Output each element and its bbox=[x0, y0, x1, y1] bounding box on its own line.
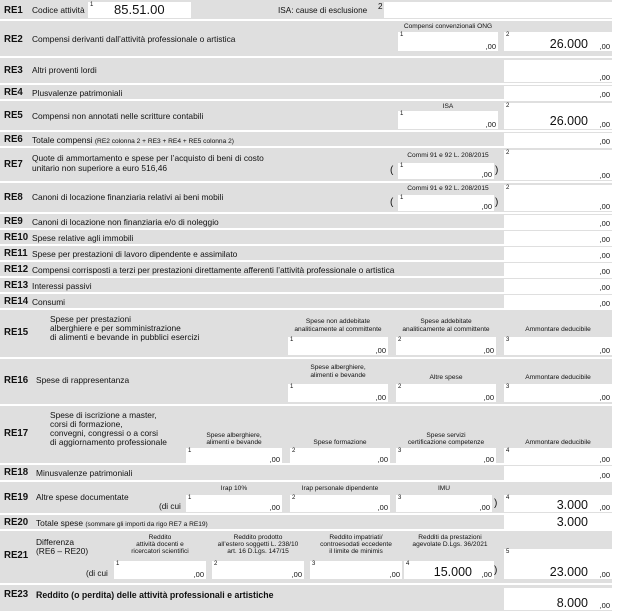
field-index: 2 bbox=[506, 103, 510, 109]
row-label-line1: Spese di iscrizione a master, bbox=[50, 410, 157, 420]
column-header: Reddito prodotto bbox=[233, 534, 283, 541]
row-label: Compensi non annotati nelle scritture contabili bbox=[32, 111, 204, 121]
total-compensation-field[interactable] bbox=[504, 133, 612, 146]
row-label-line1: Spese per prestazioni bbox=[50, 314, 132, 324]
ong-compensation-field[interactable] bbox=[398, 32, 498, 51]
row-label: Canoni di locazione non finanziaria e/o di noleggio bbox=[32, 217, 219, 227]
course-hotel-field[interactable] bbox=[186, 448, 282, 464]
column-header: Spese non addebitate bbox=[305, 318, 371, 325]
row-re13 bbox=[0, 278, 612, 293]
property-expenses-field[interactable] bbox=[504, 231, 612, 244]
row-re3 bbox=[0, 58, 612, 84]
commi-91-92-field[interactable] bbox=[398, 195, 494, 211]
row-label: Interessi passivi bbox=[32, 281, 92, 291]
row-label: Plusvalenze patrimoniali bbox=[32, 88, 123, 98]
row-re18 bbox=[0, 465, 612, 481]
irap-10-field[interactable] bbox=[186, 495, 282, 512]
row-code: RE15 bbox=[4, 326, 29, 338]
financial-leasing-field[interactable] bbox=[504, 185, 612, 211]
isa-exclusion-label: ISA: cause di esclusione bbox=[278, 6, 368, 15]
column-header: Compensi convenzionali ONG bbox=[403, 23, 493, 30]
total-expenses-field[interactable] bbox=[504, 515, 612, 529]
cents-label: ,00 bbox=[485, 120, 496, 129]
row-label: Compensi corrisposti a terzi per prestazioni direttamente afferenti l’attività professionale o artistica bbox=[32, 265, 395, 275]
column-header: alimenti e bevande bbox=[310, 372, 366, 379]
cents-label: ,00 bbox=[599, 235, 610, 244]
column-header: attività docenti e bbox=[136, 541, 184, 548]
row-code: RE4 bbox=[4, 86, 23, 98]
third-party-fees-field[interactable] bbox=[504, 263, 612, 276]
open-paren: ( bbox=[390, 165, 394, 176]
cents-label: ,00 bbox=[485, 42, 496, 51]
foreign-income-field[interactable] bbox=[212, 561, 304, 579]
subsidized-income-field[interactable] bbox=[404, 561, 494, 579]
row-code: RE2 bbox=[4, 33, 23, 45]
field-index: 3 bbox=[506, 337, 510, 343]
course-training-field[interactable] bbox=[290, 448, 390, 464]
row-label: Spese relative agli immobili bbox=[32, 233, 134, 243]
interest-field[interactable] bbox=[504, 279, 612, 292]
row-code: RE3 bbox=[4, 64, 23, 76]
amount-value: 23.000 bbox=[549, 565, 588, 579]
close-paren: ) bbox=[495, 165, 499, 176]
representation-hotel-field[interactable] bbox=[288, 384, 388, 402]
cents-label: ,00 bbox=[291, 570, 302, 579]
field-index: 1 bbox=[116, 561, 120, 567]
column-header: Irap personale dipendente bbox=[301, 485, 379, 492]
row-label-line4: di aggiornamento professionale bbox=[50, 437, 167, 447]
row-code: RE11 bbox=[4, 247, 28, 259]
cents-label: ,00 bbox=[599, 283, 610, 292]
column-header: Spese alberghiere, bbox=[206, 432, 262, 439]
of-which-label: (di cui bbox=[86, 569, 108, 578]
column-header: Spese servizi bbox=[426, 432, 466, 439]
field-index: 4 bbox=[506, 448, 510, 454]
row-re7 bbox=[0, 148, 612, 182]
cents-label: ,00 bbox=[599, 503, 610, 512]
row-label-line3: di alimenti e bevande in pubblici esercizi bbox=[50, 332, 200, 342]
field-index: 1 bbox=[90, 2, 94, 8]
column-header: ricercatori scientifici bbox=[131, 548, 189, 555]
field-index: 4 bbox=[506, 495, 510, 501]
field-index: 2 bbox=[398, 337, 402, 343]
row-label: Totale spese bbox=[36, 518, 84, 528]
row-label: Spese di rappresentanza bbox=[36, 375, 130, 385]
commi-91-92-field[interactable] bbox=[398, 163, 494, 179]
row-label: Compensi derivanti dall’attività professionale o artistica bbox=[32, 34, 236, 44]
row-label: Altre spese documentate bbox=[36, 492, 129, 502]
hotel-non-charged-field[interactable] bbox=[288, 337, 388, 355]
column-header: IMU bbox=[437, 485, 451, 492]
row-label: Totale compensi bbox=[32, 135, 93, 145]
cents-label: ,00 bbox=[599, 570, 610, 579]
cents-label: ,00 bbox=[483, 393, 494, 402]
row-re11 bbox=[0, 246, 612, 261]
column-header: all’estero soggetti L. 238/10 bbox=[217, 541, 299, 548]
row-code: RE23 bbox=[4, 588, 29, 600]
cents-label: ,00 bbox=[599, 120, 610, 129]
cents-label: ,00 bbox=[483, 346, 494, 355]
row-re4 bbox=[0, 85, 612, 100]
close-paren: ) bbox=[494, 498, 498, 509]
row-label: Minusvalenze patrimoniali bbox=[36, 468, 133, 478]
row-label: Reddito (o perdita) delle attività professionali e artistiche bbox=[36, 590, 274, 600]
cents-label: ,00 bbox=[599, 202, 610, 211]
cents-label: ,00 bbox=[481, 570, 492, 579]
field-index: 2 bbox=[292, 495, 296, 501]
cents-label: ,00 bbox=[389, 570, 400, 579]
row-re1 bbox=[0, 0, 612, 20]
of-which-label: (di cui bbox=[159, 502, 181, 511]
amount-value: 15.000 bbox=[433, 565, 472, 579]
field-index: 3 bbox=[506, 384, 510, 390]
cents-label: ,00 bbox=[269, 455, 280, 464]
field-index: 1 bbox=[400, 195, 404, 201]
cents-label: ,00 bbox=[481, 170, 492, 179]
row-re8 bbox=[0, 183, 612, 213]
column-header: Commi 91 e 92 L. 208/2015 bbox=[407, 185, 489, 192]
cents-label: ,00 bbox=[375, 346, 386, 355]
column-header: Irap 10% bbox=[220, 485, 248, 492]
field-index: 2 bbox=[506, 32, 510, 38]
row-code: RE1 bbox=[4, 4, 23, 16]
row-label: Altri proventi lordi bbox=[32, 65, 97, 75]
close-paren: ) bbox=[494, 565, 498, 576]
cents-label: ,00 bbox=[599, 346, 610, 355]
cents-label: ,00 bbox=[193, 570, 204, 579]
capital-losses-field[interactable] bbox=[504, 466, 612, 480]
row-re16 bbox=[0, 359, 612, 405]
row-code: RE16 bbox=[4, 374, 29, 386]
cents-label: ,00 bbox=[599, 267, 610, 276]
column-header: art. 16 D.Lgs. 147/15 bbox=[227, 548, 289, 555]
row-label: Spese per prestazioni di lavoro dipendente e assimilato bbox=[32, 249, 238, 259]
row-re14 bbox=[0, 294, 612, 309]
row-label-line1: Quote di ammortamento e spese per l’acquisto di beni di costo bbox=[32, 153, 264, 163]
column-header: Reddito bbox=[148, 534, 172, 541]
row-code: RE10 bbox=[4, 231, 29, 243]
amount-value: 26.000 bbox=[549, 114, 588, 128]
field-index: 3 bbox=[398, 448, 402, 454]
activity-code-value: 85.51.00 bbox=[114, 2, 165, 17]
row-code: RE12 bbox=[4, 263, 29, 275]
employee-expenses-field[interactable] bbox=[504, 247, 612, 260]
row-re19 bbox=[0, 482, 612, 514]
row-re17 bbox=[0, 406, 612, 464]
professional-compensation-field[interactable] bbox=[504, 32, 612, 51]
column-header: Ammontare deducibile bbox=[525, 326, 591, 333]
cents-label: ,00 bbox=[599, 171, 610, 180]
row-code: RE19 bbox=[4, 491, 29, 503]
column-header: Redditi da prestazioni bbox=[418, 534, 482, 541]
cents-label: ,00 bbox=[481, 202, 492, 211]
row-code: RE7 bbox=[4, 158, 23, 170]
row-label-line2: unitario non superiore a euro 516,46 bbox=[32, 163, 168, 173]
cents-label: ,00 bbox=[599, 219, 610, 228]
representation-other-field[interactable] bbox=[396, 384, 496, 402]
field-index: 2 bbox=[292, 448, 296, 454]
column-header: Spese formazione bbox=[313, 439, 367, 446]
column-header: analiticamente al committente bbox=[402, 326, 490, 333]
unrecorded-compensation-field[interactable] bbox=[504, 103, 612, 129]
field-index: 1 bbox=[400, 32, 404, 38]
column-header: Altre spese bbox=[429, 374, 463, 381]
field-index: 2 bbox=[506, 185, 510, 191]
row-code: RE9 bbox=[4, 215, 23, 227]
row-code: RE13 bbox=[4, 279, 29, 291]
capital-gains-field[interactable] bbox=[504, 86, 612, 99]
row-re12 bbox=[0, 262, 612, 277]
other-income-field[interactable] bbox=[504, 60, 612, 82]
field-index: 2 bbox=[506, 150, 510, 156]
row-code: RE14 bbox=[4, 295, 29, 307]
field-index: 1 bbox=[400, 163, 404, 169]
column-header: il limite de minimis bbox=[329, 548, 383, 555]
field-index: 1 bbox=[400, 111, 404, 117]
column-header: Commi 91 e 92 L. 208/2015 bbox=[407, 152, 489, 159]
field-index: 4 bbox=[406, 561, 410, 567]
column-header: alimenti e bevande bbox=[206, 439, 262, 446]
row-re21 bbox=[0, 531, 612, 584]
row-label-line3: convegni, congressi o a corsi bbox=[50, 428, 158, 438]
cents-label: ,00 bbox=[377, 503, 388, 512]
row-note: (RE2 colonna 2 + RE3 + RE4 + RE5 colonna 2) bbox=[94, 138, 234, 145]
amount-value: 26.000 bbox=[549, 37, 588, 51]
cents-label: ,00 bbox=[599, 601, 610, 610]
amount-value: 8.000 bbox=[556, 596, 588, 610]
representation-deductible-field[interactable] bbox=[504, 384, 612, 402]
row-label: Canoni di locazione finanziaria relativi ai beni mobili bbox=[32, 192, 224, 202]
row-re9 bbox=[0, 214, 612, 229]
field-index: 1 bbox=[290, 337, 294, 343]
cents-label: ,00 bbox=[599, 137, 610, 146]
field-index: 5 bbox=[506, 549, 510, 555]
cents-label: ,00 bbox=[599, 299, 610, 308]
irap-employees-field[interactable] bbox=[290, 495, 390, 512]
row-label-line1: Differenza bbox=[36, 537, 75, 547]
row-re5 bbox=[0, 101, 612, 131]
depreciation-field[interactable] bbox=[504, 150, 612, 180]
row-note: (sommare gli importi da rigo RE7 a RE19) bbox=[85, 521, 208, 528]
field-index: 1 bbox=[188, 448, 192, 454]
column-header: controesodati eccedente bbox=[320, 541, 392, 548]
row-code: RE5 bbox=[4, 109, 23, 121]
row-re10 bbox=[0, 230, 612, 245]
activity-code-field[interactable] bbox=[88, 2, 191, 18]
column-header: Spese addebitate bbox=[420, 318, 472, 325]
difference-field[interactable] bbox=[504, 549, 612, 579]
cents-label: ,00 bbox=[599, 90, 610, 99]
field-index: 1 bbox=[188, 495, 192, 501]
cents-label: ,00 bbox=[375, 393, 386, 402]
cents-label: ,00 bbox=[599, 73, 610, 82]
field-index: 3 bbox=[312, 561, 316, 567]
rental-field[interactable] bbox=[504, 215, 612, 228]
field-index: 2 bbox=[378, 2, 383, 11]
field-index: 2 bbox=[398, 384, 402, 390]
column-header: certificazione competenze bbox=[407, 439, 485, 446]
close-paren: ) bbox=[495, 197, 499, 208]
isa-exclusion-field[interactable] bbox=[384, 2, 612, 18]
cents-label: ,00 bbox=[599, 471, 610, 480]
row-label-line2: (RE6 – RE20) bbox=[36, 546, 89, 556]
field-index: 3 bbox=[398, 495, 402, 501]
row-label-line2: corsi di formazione, bbox=[50, 419, 123, 429]
row-re6 bbox=[0, 132, 612, 147]
hotel-charged-field[interactable] bbox=[396, 337, 496, 355]
cents-label: ,00 bbox=[599, 393, 610, 402]
row-code: RE21 bbox=[4, 549, 29, 561]
row-code: RE6 bbox=[4, 133, 23, 145]
amount-value: 3.000 bbox=[556, 515, 588, 529]
row-code: RE20 bbox=[4, 516, 29, 528]
professional-income-field[interactable] bbox=[504, 588, 612, 610]
column-header: analiticamente al committente bbox=[294, 326, 382, 333]
cents-label: ,00 bbox=[377, 455, 388, 464]
row-re15 bbox=[0, 310, 612, 358]
row-label: Consumi bbox=[32, 297, 66, 307]
other-documented-expenses-field[interactable] bbox=[504, 495, 612, 512]
field-index: 2 bbox=[214, 561, 218, 567]
cents-label: ,00 bbox=[599, 251, 610, 260]
amount-value: 3.000 bbox=[556, 498, 588, 512]
open-paren: ( bbox=[390, 197, 394, 208]
column-header: Ammontare deducibile bbox=[525, 439, 591, 446]
row-re23 bbox=[0, 585, 612, 612]
cents-label: ,00 bbox=[479, 503, 490, 512]
consumables-field[interactable] bbox=[504, 295, 612, 308]
cents-label: ,00 bbox=[599, 455, 610, 464]
cents-label: ,00 bbox=[599, 42, 610, 51]
isa-compensation-field[interactable] bbox=[398, 111, 498, 129]
impatriati-income-field[interactable] bbox=[310, 561, 402, 579]
row-label: Codice attività bbox=[32, 5, 85, 15]
row-code: RE17 bbox=[4, 427, 29, 439]
column-header: Spese alberghiere, bbox=[310, 364, 366, 371]
row-code: RE18 bbox=[4, 466, 29, 478]
field-index: 1 bbox=[290, 384, 294, 390]
column-header: agevolate D.Lgs. 36/2021 bbox=[412, 541, 488, 548]
course-certification-field[interactable] bbox=[396, 448, 496, 464]
column-header: ISA bbox=[442, 103, 454, 110]
course-deductible-field[interactable] bbox=[504, 448, 612, 464]
imu-field[interactable] bbox=[396, 495, 492, 512]
row-re2 bbox=[0, 21, 612, 57]
research-income-field[interactable] bbox=[114, 561, 206, 579]
column-header: Ammontare deducibile bbox=[525, 374, 591, 381]
row-label-line2: alberghiere e per somministrazione bbox=[50, 323, 181, 333]
row-code: RE8 bbox=[4, 191, 23, 203]
column-header: Reddito impatriati/ bbox=[329, 534, 383, 541]
row-re20 bbox=[0, 515, 612, 530]
hotel-deductible-field[interactable] bbox=[504, 337, 612, 355]
cents-label: ,00 bbox=[483, 455, 494, 464]
cents-label: ,00 bbox=[269, 503, 280, 512]
